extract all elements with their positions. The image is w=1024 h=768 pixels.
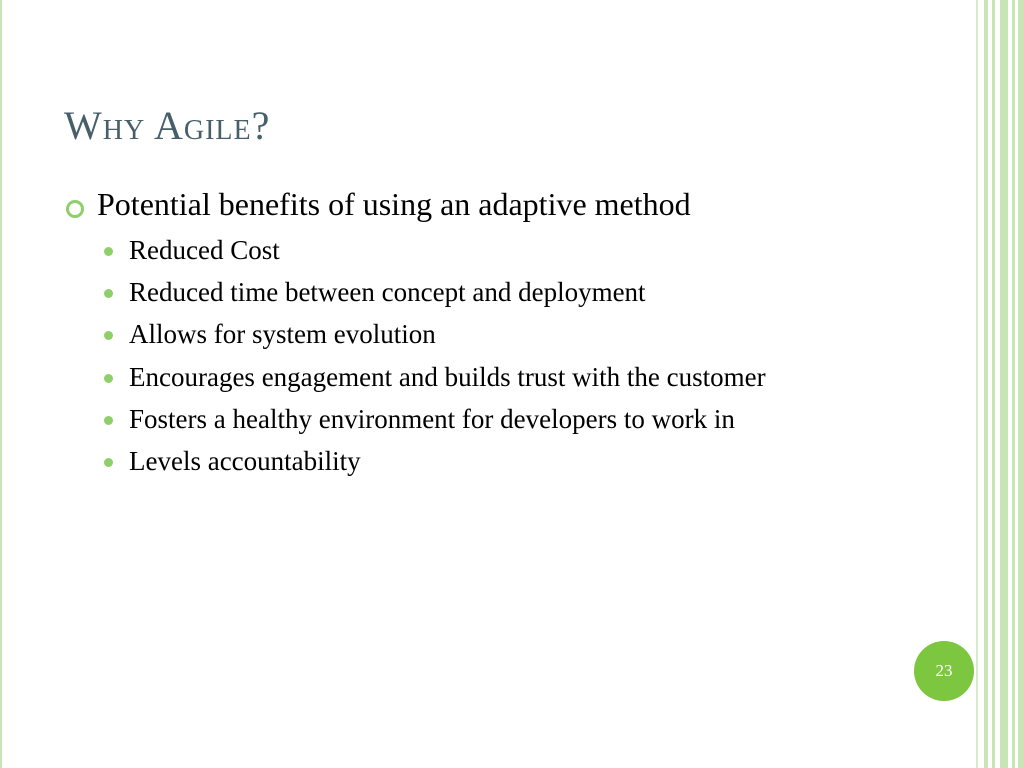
dot-bullet-icon — [104, 331, 113, 340]
sub-bullet — [102, 233, 894, 267]
dot-bullet-icon — [104, 416, 113, 425]
dot-bullet-icon — [104, 458, 113, 467]
ring-bullet-icon — [66, 200, 84, 218]
sub-bullet-text: Reduced Cost — [129, 234, 280, 265]
dot-bullet-icon — [104, 247, 113, 256]
stripe — [1012, 0, 1015, 768]
sub-bullet-text: Encourages engagement and builds trust with the customer — [129, 361, 766, 392]
sub-bullet — [102, 317, 894, 351]
slide-body — [64, 186, 894, 486]
sub-bullet — [102, 402, 894, 436]
dot-bullet-icon — [104, 289, 113, 298]
stripe — [992, 0, 995, 768]
bullet-level-1 — [64, 186, 894, 223]
sub-bullet — [102, 360, 894, 394]
dot-bullet-icon — [104, 374, 113, 383]
sub-bullet-list — [64, 233, 894, 479]
stripe — [1018, 0, 1024, 768]
page-number-badge — [914, 641, 974, 701]
sub-bullet-text: Fosters a healthy environment for developers to work in — [129, 403, 735, 434]
sub-bullet — [102, 275, 894, 309]
stripe — [976, 0, 978, 768]
stripe — [984, 0, 988, 768]
sub-bullet-text: Levels accountability — [129, 446, 361, 477]
sub-bullet-text: Allows for system evolution — [129, 319, 436, 350]
page-number: 23 — [935, 661, 953, 680]
left-border — [0, 0, 10, 768]
bullet-text: Potential benefits of using an adaptive method — [97, 186, 691, 222]
right-decorative-stripes — [976, 0, 1024, 768]
stripe — [1000, 0, 1008, 768]
sub-bullet-text: Reduced time between concept and deployment — [129, 277, 646, 308]
sub-bullet — [102, 444, 894, 478]
slide-title: Why Agile? — [64, 103, 271, 148]
